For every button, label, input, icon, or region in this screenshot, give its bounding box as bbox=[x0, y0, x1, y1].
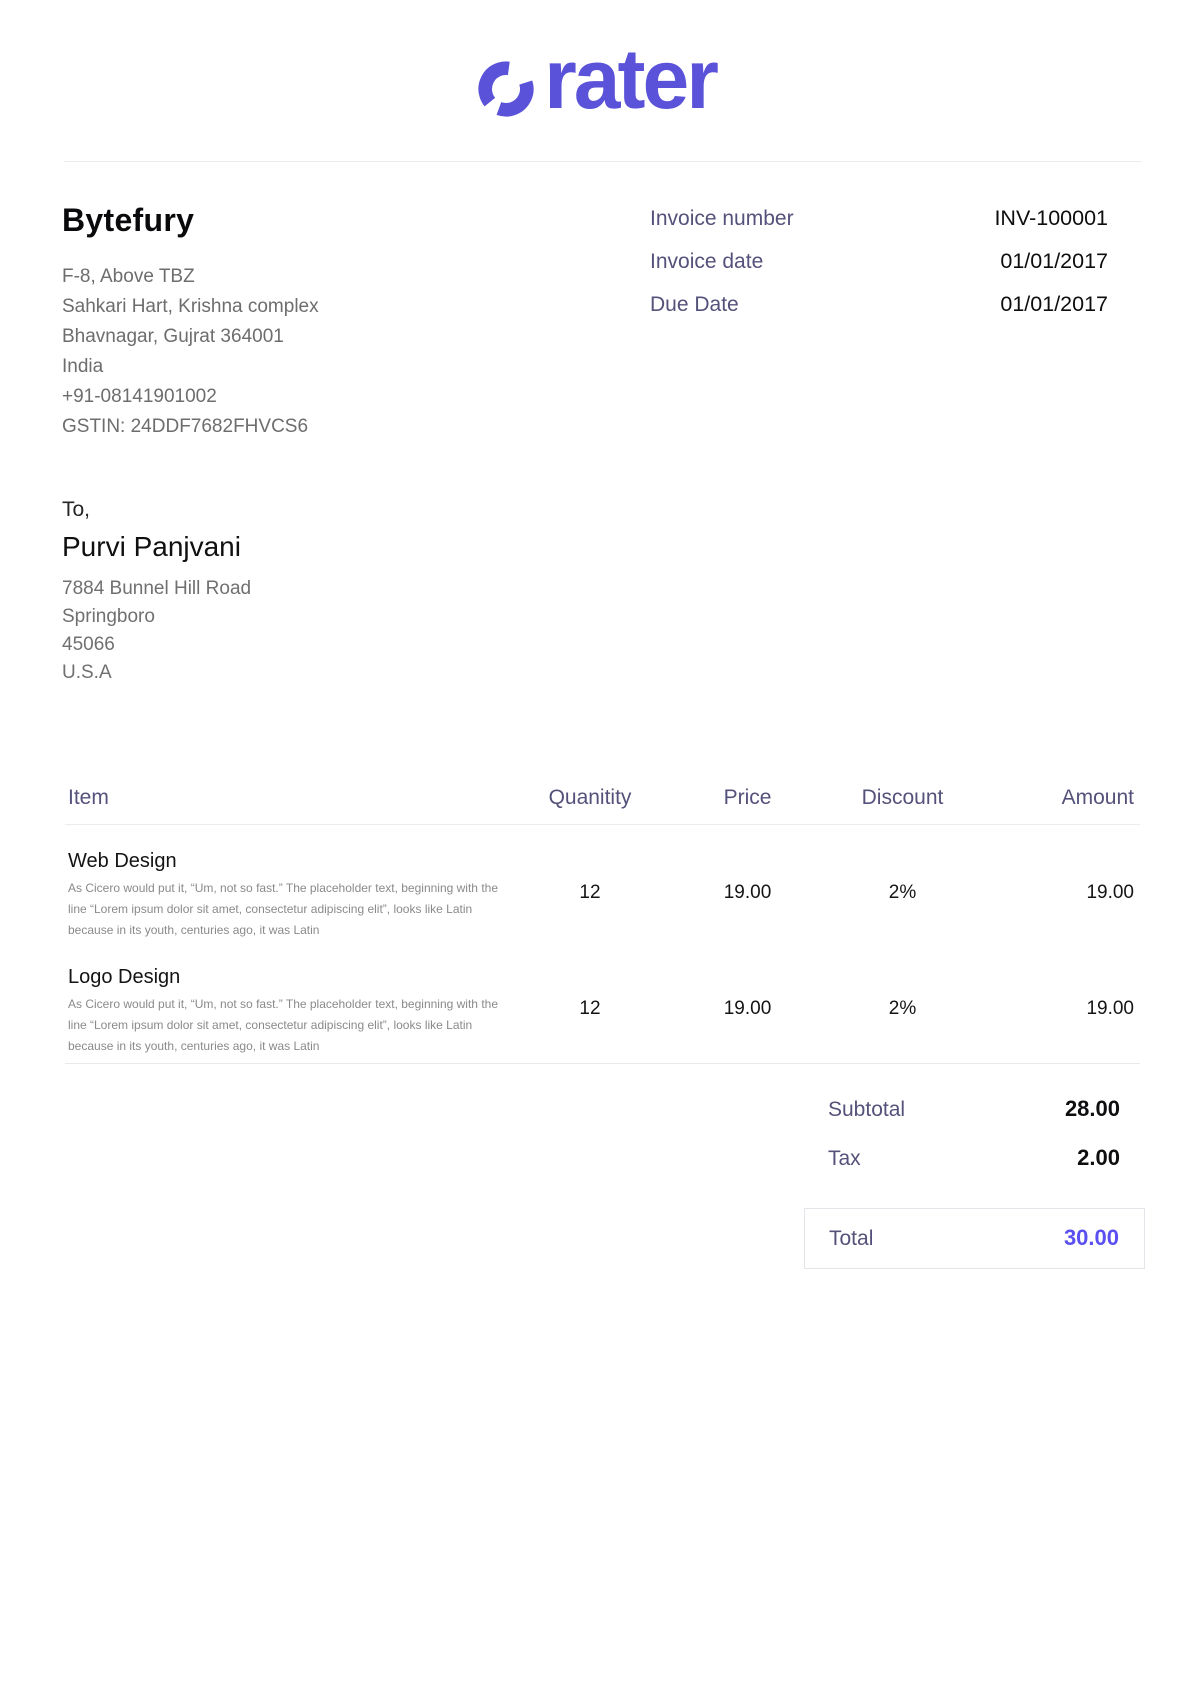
seller-address-line: Sahkari Hart, Krishna complex bbox=[62, 296, 319, 317]
grand-total-row bbox=[805, 1223, 1144, 1254]
tax-label: Tax bbox=[828, 1147, 861, 1170]
seller-address-line: Bhavnagar, Gujrat 364001 bbox=[62, 326, 284, 347]
column-header-quantity: Quanitity bbox=[548, 786, 632, 809]
item-quantity: 12 bbox=[579, 882, 601, 903]
due-date-row bbox=[650, 289, 1108, 320]
grand-total-value: 30.00 bbox=[1063, 1225, 1119, 1250]
totals-block bbox=[804, 1094, 1145, 1269]
header-divider bbox=[64, 161, 1142, 162]
seller-address bbox=[62, 262, 482, 442]
item-price: 19.00 bbox=[723, 882, 772, 903]
invoice-date-value: 01/01/2017 bbox=[1000, 249, 1108, 273]
customer-address-line: U.S.A bbox=[62, 662, 112, 683]
item-discount: 2% bbox=[888, 998, 917, 1019]
invoice-date-row bbox=[650, 246, 1108, 277]
tax-row bbox=[804, 1143, 1145, 1174]
grand-total-box bbox=[804, 1208, 1145, 1269]
items-bottom-divider bbox=[65, 1063, 1140, 1064]
seller-block bbox=[62, 200, 482, 442]
due-date-value: 01/01/2017 bbox=[1000, 292, 1108, 316]
tax-value: 2.00 bbox=[1077, 1145, 1120, 1170]
seller-address-line: India bbox=[62, 356, 104, 377]
invoice-meta bbox=[650, 203, 1108, 320]
customer-address-line: 45066 bbox=[62, 634, 115, 655]
item-price: 19.00 bbox=[723, 998, 772, 1019]
invoice-date-label: Invoice date bbox=[650, 250, 764, 273]
item-description: As Cicero would put it, “Um, not so fast.” The placeholder text, beginning with the line “Lorem ipsum dolor sit amet, consectetur adipiscing elit”, looks like Latin because in its youth, centuries ago, it was Latin bbox=[68, 881, 498, 937]
item-name: Web Design bbox=[68, 850, 177, 872]
column-header-item: Item bbox=[68, 786, 109, 809]
column-header-amount: Amount bbox=[1061, 786, 1134, 809]
item-name: Logo Design bbox=[68, 966, 181, 988]
grand-total-label: Total bbox=[829, 1227, 874, 1250]
due-date-label: Due Date bbox=[650, 293, 739, 316]
column-header-discount: Discount bbox=[861, 786, 944, 809]
items-table bbox=[65, 766, 1140, 1064]
subtotal-label: Subtotal bbox=[828, 1098, 906, 1121]
bill-to-block bbox=[62, 495, 522, 687]
item-quantity: 12 bbox=[579, 998, 601, 1019]
invoice-number-row bbox=[650, 203, 1108, 234]
customer-name: Purvi Panjvani bbox=[62, 531, 241, 562]
crater-logo bbox=[0, 32, 1190, 128]
subtotal-value: 28.00 bbox=[1064, 1096, 1120, 1121]
bill-to-prefix: To, bbox=[62, 498, 91, 521]
item-discount: 2% bbox=[888, 882, 917, 903]
seller-name: Bytefury bbox=[62, 202, 195, 238]
customer-address-line: 7884 Bunnel Hill Road bbox=[62, 578, 252, 599]
item-amount: 19.00 bbox=[1086, 882, 1134, 903]
item-amount: 19.00 bbox=[1086, 998, 1134, 1019]
invoice-number-value: INV-100001 bbox=[994, 206, 1108, 230]
table-row bbox=[65, 825, 1140, 941]
items-table-header bbox=[65, 766, 1140, 825]
seller-address-line: F-8, Above TBZ bbox=[62, 266, 195, 287]
invoice-number-label: Invoice number bbox=[650, 207, 794, 230]
customer-address bbox=[62, 575, 522, 687]
customer-address-line: Springboro bbox=[62, 606, 155, 627]
column-header-price: Price bbox=[723, 786, 772, 809]
seller-gstin: GSTIN: 24DDF7682FHVCS6 bbox=[62, 416, 309, 437]
crater-logo-c-icon bbox=[474, 57, 538, 121]
crater-logo-text: rater bbox=[544, 32, 716, 126]
seller-phone: +91-08141901002 bbox=[62, 386, 217, 407]
table-row bbox=[65, 941, 1140, 1057]
item-description: As Cicero would put it, “Um, not so fast.” The placeholder text, beginning with the line “Lorem ipsum dolor sit amet, consectetur adipiscing elit”, looks like Latin because in its youth, centuries ago, it was Latin bbox=[68, 997, 498, 1053]
subtotal-row bbox=[804, 1094, 1145, 1125]
